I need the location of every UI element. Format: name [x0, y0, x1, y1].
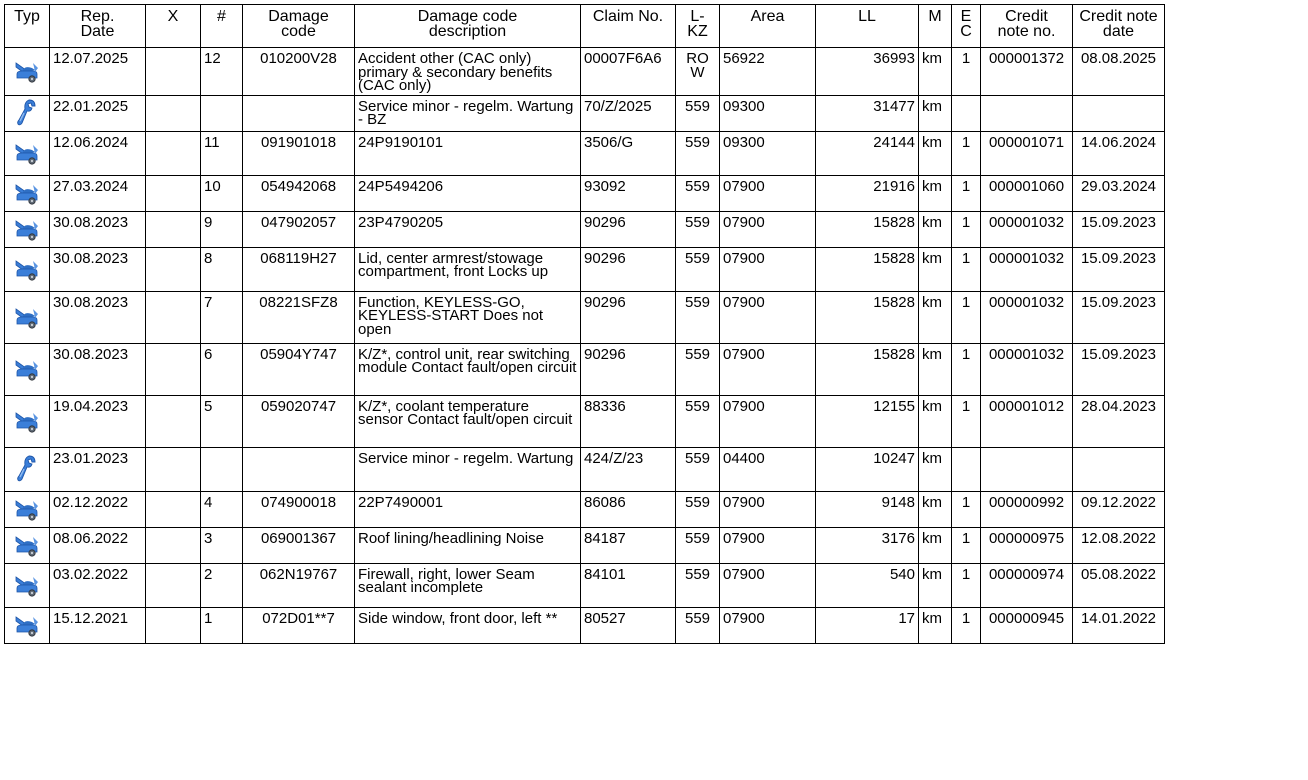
- number-cell: 3: [201, 527, 243, 563]
- x-cell: [146, 607, 201, 643]
- car-repair-icon: [13, 59, 41, 83]
- credit-note-date-cell: [1073, 95, 1165, 131]
- credit-note-date-cell: 15.09.2023: [1073, 291, 1165, 343]
- type-cell: [5, 48, 50, 96]
- rep-date-cell: 02.12.2022: [50, 491, 146, 527]
- credit-note-date-cell: 15.09.2023: [1073, 247, 1165, 291]
- damage-code-cell: 010200V28: [243, 48, 355, 96]
- lkz-cell: 559: [676, 563, 720, 607]
- credit-note-date-cell: 05.08.2022: [1073, 563, 1165, 607]
- ec-cell: 1: [952, 527, 981, 563]
- x-cell: [146, 211, 201, 247]
- credit-note-date-cell: 14.01.2022: [1073, 607, 1165, 643]
- credit-note-date-cell: 09.12.2022: [1073, 491, 1165, 527]
- damage-code-cell: 074900018: [243, 491, 355, 527]
- m-cell: km: [919, 563, 952, 607]
- m-cell: km: [919, 491, 952, 527]
- credit-note-date-cell: 14.06.2024: [1073, 131, 1165, 175]
- damage-code-cell: 091901018: [243, 131, 355, 175]
- car-repair-icon: [13, 181, 41, 205]
- car-repair-icon: [13, 305, 41, 329]
- type-cell: [5, 95, 50, 131]
- x-cell: [146, 48, 201, 96]
- area-cell: 09300: [720, 95, 816, 131]
- header-m[interactable]: [919, 5, 952, 48]
- claim-no-cell: 70/Z/2025: [581, 95, 676, 131]
- ec-cell: 1: [952, 175, 981, 211]
- header-rep-date[interactable]: [50, 5, 146, 48]
- damage-code-cell: 047902057: [243, 211, 355, 247]
- m-cell: km: [919, 527, 952, 563]
- ec-cell: 1: [952, 491, 981, 527]
- claim-no-cell: 84187: [581, 527, 676, 563]
- lkz-cell: RO W: [676, 48, 720, 96]
- rep-date-cell: 15.12.2021: [50, 607, 146, 643]
- type-cell: [5, 563, 50, 607]
- type-cell: [5, 175, 50, 211]
- rep-date-cell: 30.08.2023: [50, 247, 146, 291]
- rep-date-cell: 23.01.2023: [50, 447, 146, 491]
- x-cell: [146, 247, 201, 291]
- ec-cell: 1: [952, 395, 981, 447]
- credit-note-no-cell: 000000974: [981, 563, 1073, 607]
- damage-description-cell: Firewall, right, lower Seam sealant incomplete: [355, 563, 581, 607]
- header-area[interactable]: [720, 5, 816, 48]
- damage-code-cell: [243, 447, 355, 491]
- x-cell: [146, 291, 201, 343]
- number-cell: 4: [201, 491, 243, 527]
- header-label: M: [928, 8, 942, 25]
- credit-note-no-cell: 000001372: [981, 48, 1073, 96]
- number-cell: 1: [201, 607, 243, 643]
- claim-no-cell: 00007F6A6: [581, 48, 676, 96]
- ec-cell: [952, 95, 981, 131]
- lkz-cell: 559: [676, 247, 720, 291]
- car-repair-icon: [13, 573, 41, 597]
- area-cell: 56922: [720, 48, 816, 96]
- damage-code-cell: 054942068: [243, 175, 355, 211]
- damage-description-cell: K/Z*, control unit, rear switching module Contact fault/open circuit: [355, 343, 581, 395]
- car-repair-icon: [13, 217, 41, 241]
- x-cell: [146, 563, 201, 607]
- ll-cell: 3176: [816, 527, 919, 563]
- damage-code-cell: 062N19767: [243, 563, 355, 607]
- rep-date-cell: 12.07.2025: [50, 48, 146, 96]
- area-cell: 07900: [720, 395, 816, 447]
- type-cell: [5, 447, 50, 491]
- area-cell: 07900: [720, 343, 816, 395]
- header-credit-note-no[interactable]: [981, 5, 1073, 48]
- table-row[interactable]: [5, 48, 1165, 96]
- table-row[interactable]: [5, 491, 1165, 527]
- m-cell: km: [919, 175, 952, 211]
- m-cell: km: [919, 48, 952, 96]
- rep-date-cell: 08.06.2022: [50, 527, 146, 563]
- type-cell: [5, 491, 50, 527]
- ll-cell: 15828: [816, 343, 919, 395]
- ll-cell: 15828: [816, 247, 919, 291]
- credit-note-date-cell: 15.09.2023: [1073, 211, 1165, 247]
- x-cell: [146, 175, 201, 211]
- damage-description-cell: Roof lining/headlining Noise: [355, 527, 581, 563]
- number-cell: [201, 447, 243, 491]
- rep-date-cell: 19.04.2023: [50, 395, 146, 447]
- ec-cell: 1: [952, 247, 981, 291]
- m-cell: km: [919, 447, 952, 491]
- table-row[interactable]: [5, 175, 1165, 211]
- claim-no-cell: 90296: [581, 291, 676, 343]
- rep-date-cell: 30.08.2023: [50, 343, 146, 395]
- table-body: [5, 48, 1165, 644]
- table-row[interactable]: [5, 343, 1165, 395]
- ec-cell: [952, 447, 981, 491]
- number-cell: 9: [201, 211, 243, 247]
- area-cell: 04400: [720, 447, 816, 491]
- header-label: Damage code: [268, 8, 329, 40]
- damage-description-cell: Accident other (CAC only) primary & secondary benefits (CAC only): [355, 48, 581, 96]
- area-cell: 07900: [720, 527, 816, 563]
- ec-cell: 1: [952, 563, 981, 607]
- claim-no-cell: 424/Z/23: [581, 447, 676, 491]
- credit-note-no-cell: 000000975: [981, 527, 1073, 563]
- car-repair-icon: [13, 497, 41, 521]
- claim-no-cell: 86086: [581, 491, 676, 527]
- damage-description-cell: Service minor - regelm. Wartung - BZ: [355, 95, 581, 131]
- ll-cell: 24144: [816, 131, 919, 175]
- type-cell: [5, 211, 50, 247]
- type-cell: [5, 607, 50, 643]
- area-cell: 07900: [720, 175, 816, 211]
- credit-note-no-cell: 000001032: [981, 291, 1073, 343]
- type-cell: [5, 247, 50, 291]
- table-row[interactable]: [5, 291, 1165, 343]
- claim-no-cell: 90296: [581, 211, 676, 247]
- rep-date-cell: 30.08.2023: [50, 211, 146, 247]
- area-cell: 07900: [720, 491, 816, 527]
- area-cell: 07900: [720, 247, 816, 291]
- number-cell: 2: [201, 563, 243, 607]
- header-ll[interactable]: [816, 5, 919, 48]
- header-lkz[interactable]: [676, 5, 720, 48]
- car-repair-icon: [13, 409, 41, 433]
- car-repair-icon: [13, 357, 41, 381]
- m-cell: km: [919, 607, 952, 643]
- number-cell: 8: [201, 247, 243, 291]
- m-cell: km: [919, 395, 952, 447]
- header-credit-note-date[interactable]: [1073, 5, 1165, 48]
- header-label: #: [217, 8, 226, 25]
- header-x[interactable]: [146, 5, 201, 48]
- number-cell: 7: [201, 291, 243, 343]
- lkz-cell: 559: [676, 131, 720, 175]
- x-cell: [146, 343, 201, 395]
- ll-cell: 9148: [816, 491, 919, 527]
- header-typ[interactable]: [5, 5, 50, 48]
- rep-date-cell: 22.01.2025: [50, 95, 146, 131]
- m-cell: km: [919, 211, 952, 247]
- damage-description-cell: K/Z*, coolant temperature sensor Contact fault/open circuit: [355, 395, 581, 447]
- ll-cell: 31477: [816, 95, 919, 131]
- credit-note-date-cell: 28.04.2023: [1073, 395, 1165, 447]
- credit-note-date-cell: 15.09.2023: [1073, 343, 1165, 395]
- damage-description-cell: Lid, center armrest/stowage compartment, front Locks up: [355, 247, 581, 291]
- header-label: X: [167, 8, 179, 25]
- header-row: [5, 5, 1165, 48]
- ll-cell: 12155: [816, 395, 919, 447]
- credit-note-no-cell: 000000992: [981, 491, 1073, 527]
- ec-cell: 1: [952, 48, 981, 96]
- area-cell: 07900: [720, 563, 816, 607]
- damage-description-cell: 23P4790205: [355, 211, 581, 247]
- car-repair-icon: [13, 141, 41, 165]
- header-ec[interactable]: [952, 5, 981, 48]
- service-wrench-icon: [15, 454, 39, 484]
- number-cell: 6: [201, 343, 243, 395]
- credit-note-no-cell: 000001032: [981, 211, 1073, 247]
- car-repair-icon: [13, 533, 41, 557]
- header-label: L- KZ: [687, 8, 708, 40]
- table-row[interactable]: [5, 447, 1165, 491]
- lkz-cell: 559: [676, 395, 720, 447]
- credit-note-date-cell: [1073, 447, 1165, 491]
- m-cell: km: [919, 95, 952, 131]
- type-cell: [5, 395, 50, 447]
- area-cell: 09300: [720, 131, 816, 175]
- warranty-history-table-container: [4, 4, 1165, 644]
- ll-cell: 10247: [816, 447, 919, 491]
- car-repair-icon: [13, 613, 41, 637]
- header-label: Typ: [14, 8, 40, 25]
- warranty-history-table: [4, 4, 1165, 644]
- lkz-cell: 559: [676, 291, 720, 343]
- header-label: LL: [858, 8, 876, 25]
- ll-cell: 17: [816, 607, 919, 643]
- damage-code-cell: 05904Y747: [243, 343, 355, 395]
- damage-code-cell: 072D01**7: [243, 607, 355, 643]
- lkz-cell: 559: [676, 447, 720, 491]
- x-cell: [146, 395, 201, 447]
- credit-note-no-cell: 000001012: [981, 395, 1073, 447]
- m-cell: km: [919, 247, 952, 291]
- type-cell: [5, 291, 50, 343]
- header-label: Credit note date: [1079, 8, 1158, 40]
- table-row[interactable]: [5, 211, 1165, 247]
- damage-code-cell: 08221SFZ8: [243, 291, 355, 343]
- number-cell: 5: [201, 395, 243, 447]
- ec-cell: 1: [952, 343, 981, 395]
- claim-no-cell: 93092: [581, 175, 676, 211]
- header-label: Rep. Date: [80, 8, 115, 40]
- table-row[interactable]: [5, 395, 1165, 447]
- header-label: Claim No.: [592, 8, 664, 25]
- area-cell: 07900: [720, 607, 816, 643]
- ec-cell: 1: [952, 211, 981, 247]
- rep-date-cell: 27.03.2024: [50, 175, 146, 211]
- x-cell: [146, 527, 201, 563]
- area-cell: 07900: [720, 211, 816, 247]
- claim-no-cell: 3506/G: [581, 131, 676, 175]
- header-claim-no[interactable]: [581, 5, 676, 48]
- number-cell: 12: [201, 48, 243, 96]
- ll-cell: 540: [816, 563, 919, 607]
- damage-description-cell: Function, KEYLESS-GO, KEYLESS-START Does not open: [355, 291, 581, 343]
- damage-code-cell: 069001367: [243, 527, 355, 563]
- credit-note-date-cell: 12.08.2022: [1073, 527, 1165, 563]
- table-row[interactable]: [5, 247, 1165, 291]
- damage-description-cell: 22P7490001: [355, 491, 581, 527]
- claim-no-cell: 80527: [581, 607, 676, 643]
- table-row[interactable]: [5, 563, 1165, 607]
- header-damage-code[interactable]: [243, 5, 355, 48]
- type-cell: [5, 343, 50, 395]
- ec-cell: 1: [952, 291, 981, 343]
- m-cell: km: [919, 131, 952, 175]
- damage-code-cell: [243, 95, 355, 131]
- damage-description-cell: 24P9190101: [355, 131, 581, 175]
- x-cell: [146, 95, 201, 131]
- ll-cell: 21916: [816, 175, 919, 211]
- area-cell: 07900: [720, 291, 816, 343]
- claim-no-cell: 84101: [581, 563, 676, 607]
- lkz-cell: 559: [676, 175, 720, 211]
- rep-date-cell: 12.06.2024: [50, 131, 146, 175]
- number-cell: 11: [201, 131, 243, 175]
- credit-note-date-cell: 08.08.2025: [1073, 48, 1165, 96]
- credit-note-no-cell: 000001071: [981, 131, 1073, 175]
- credit-note-no-cell: [981, 95, 1073, 131]
- header-label: E C: [960, 8, 972, 40]
- damage-description-cell: Service minor - regelm. Wartung: [355, 447, 581, 491]
- credit-note-no-cell: 000001060: [981, 175, 1073, 211]
- header-label: Area: [750, 8, 785, 25]
- ll-cell: 15828: [816, 211, 919, 247]
- service-wrench-icon: [15, 98, 39, 128]
- claim-no-cell: 90296: [581, 247, 676, 291]
- number-cell: 10: [201, 175, 243, 211]
- m-cell: km: [919, 343, 952, 395]
- lkz-cell: 559: [676, 343, 720, 395]
- type-cell: [5, 131, 50, 175]
- m-cell: km: [919, 291, 952, 343]
- ll-cell: 36993: [816, 48, 919, 96]
- lkz-cell: 559: [676, 527, 720, 563]
- x-cell: [146, 131, 201, 175]
- lkz-cell: 559: [676, 95, 720, 131]
- ec-cell: 1: [952, 607, 981, 643]
- lkz-cell: 559: [676, 211, 720, 247]
- lkz-cell: 559: [676, 607, 720, 643]
- credit-note-date-cell: 29.03.2024: [1073, 175, 1165, 211]
- type-cell: [5, 527, 50, 563]
- credit-note-no-cell: 000001032: [981, 343, 1073, 395]
- header-label: Credit note no.: [997, 8, 1056, 40]
- table-row[interactable]: [5, 131, 1165, 175]
- claim-no-cell: 88336: [581, 395, 676, 447]
- table-row[interactable]: [5, 95, 1165, 131]
- table-row[interactable]: [5, 527, 1165, 563]
- ll-cell: 15828: [816, 291, 919, 343]
- header-number[interactable]: [201, 5, 243, 48]
- x-cell: [146, 491, 201, 527]
- number-cell: [201, 95, 243, 131]
- header-label: Damage code description: [417, 8, 518, 40]
- rep-date-cell: 30.08.2023: [50, 291, 146, 343]
- damage-code-cell: 068119H27: [243, 247, 355, 291]
- credit-note-no-cell: 000000945: [981, 607, 1073, 643]
- damage-code-cell: 059020747: [243, 395, 355, 447]
- claim-no-cell: 90296: [581, 343, 676, 395]
- credit-note-no-cell: [981, 447, 1073, 491]
- ec-cell: 1: [952, 131, 981, 175]
- credit-note-no-cell: 000001032: [981, 247, 1073, 291]
- lkz-cell: 559: [676, 491, 720, 527]
- rep-date-cell: 03.02.2022: [50, 563, 146, 607]
- car-repair-icon: [13, 257, 41, 281]
- table-row[interactable]: [5, 607, 1165, 643]
- header-damage-description[interactable]: [355, 5, 581, 48]
- damage-description-cell: 24P5494206: [355, 175, 581, 211]
- x-cell: [146, 447, 201, 491]
- damage-description-cell: Side window, front door, left **: [355, 607, 581, 643]
